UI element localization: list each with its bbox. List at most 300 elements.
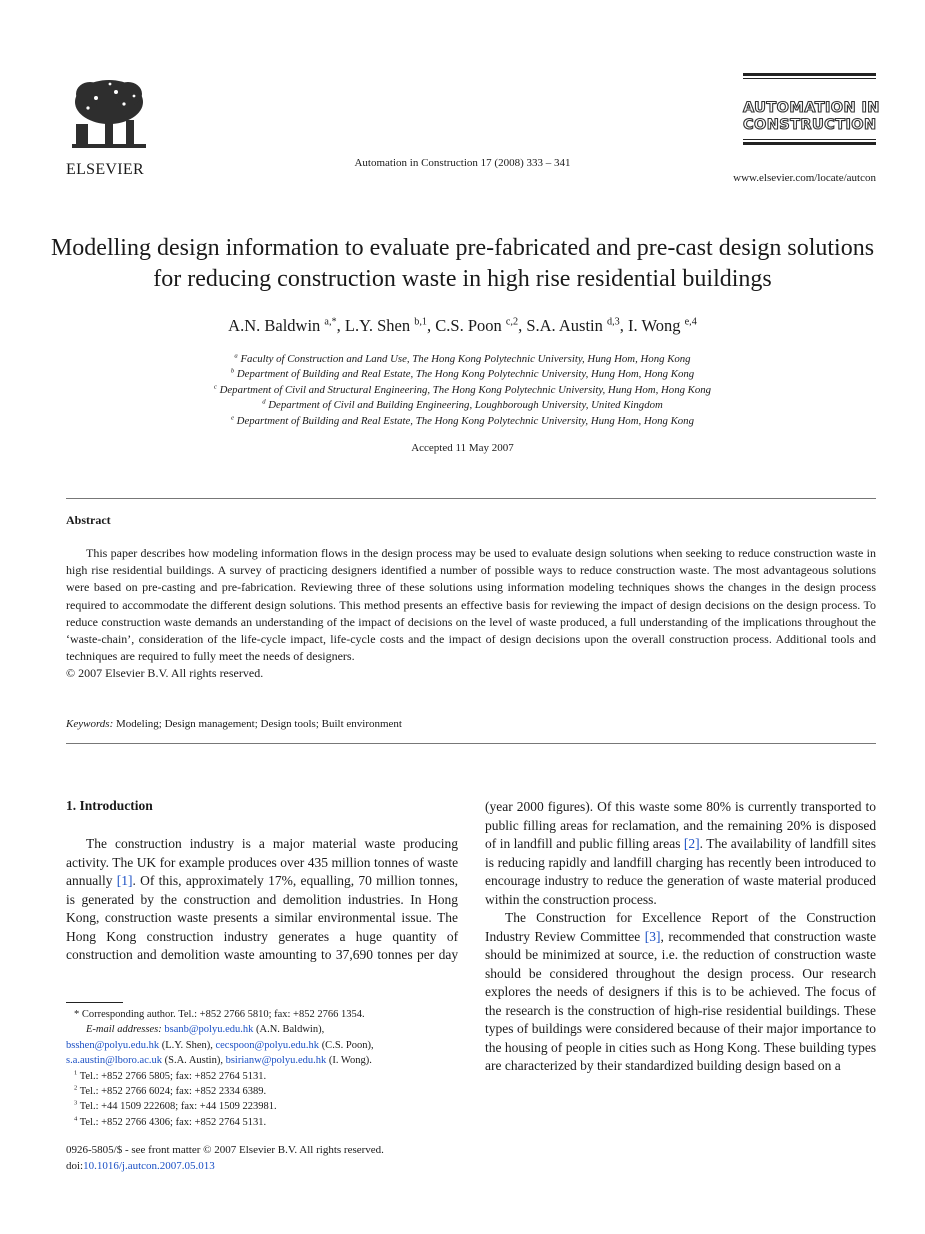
author-sup: a,* — [324, 316, 337, 328]
paper-title: Modelling design information to evaluate pre-fabricated and pre-cast design solutions for reducing construction waste in high rise residential buildings — [50, 235, 875, 292]
word — [382, 929, 392, 944]
word: the — [522, 891, 540, 907]
word: types — [847, 1039, 877, 1055]
affiliation-item — [0, 352, 925, 367]
word: Of — [140, 873, 155, 888]
word: public — [485, 817, 519, 833]
accepted-date: Accepted 11 May 2007 — [411, 442, 514, 454]
reference-link-1[interactable]: [1] — [116, 873, 133, 888]
word: by — [580, 1058, 594, 1073]
affiliation-text: Department of Building and Real Estate, The Hong Kong Polytechnic University, Hung Hom, Hong Kong — [236, 368, 695, 381]
word: characterized — [504, 1058, 577, 1073]
word: in — [499, 836, 511, 851]
word: cities — [618, 1039, 648, 1055]
footnote-mark: 1 — [74, 1069, 78, 1077]
word: waste — [223, 947, 255, 962]
word: achieved. — [748, 984, 801, 999]
word: such — [650, 1039, 676, 1055]
affiliation-item — [0, 414, 925, 429]
email-link[interactable]: bsshen@polyu.edu.hk — [66, 1039, 160, 1051]
word: people — [565, 1039, 602, 1055]
word — [748, 910, 758, 925]
word: on — [817, 1058, 832, 1073]
word — [608, 966, 616, 981]
word — [136, 929, 146, 944]
email-owner: (L.Y. Shen), — [159, 1039, 216, 1051]
word: reduction — [703, 947, 755, 962]
word: explores — [485, 984, 531, 999]
abstract-heading: Abstract — [66, 513, 111, 527]
word: throughout — [615, 965, 676, 981]
word: is — [734, 799, 744, 814]
word: considered — [549, 965, 608, 981]
word: based — [783, 1058, 815, 1073]
word: over — [280, 854, 305, 870]
word: The — [437, 910, 458, 925]
word: Kong, — [66, 910, 100, 925]
word: buildings. — [786, 1002, 840, 1018]
word: remaining — [727, 817, 783, 833]
email-owner: (A.N. Baldwin), — [253, 1024, 325, 1036]
word: of — [516, 1021, 529, 1036]
elsevier-tree-icon — [66, 74, 152, 158]
publisher-name: ELSEVIER — [66, 161, 144, 178]
footnote-item — [66, 1084, 466, 1099]
word: . — [132, 873, 136, 888]
word: minimized — [542, 947, 601, 962]
author-name[interactable]: L.Y. Shen — [344, 316, 411, 335]
footnote-mark: 4 — [74, 1115, 78, 1123]
word: because — [677, 1021, 720, 1036]
word — [675, 966, 683, 981]
footnote-corresponding: * Corresponding author. Tel.: +852 2766 5810; fax: +852 2766 1354. — [74, 1009, 365, 1020]
affiliation-item — [0, 367, 925, 382]
affiliation-mark: a — [234, 352, 238, 360]
word: construction — [114, 836, 182, 851]
word: similar — [274, 910, 313, 925]
divider-top — [66, 498, 876, 499]
word: if — [664, 984, 673, 999]
word: The — [706, 836, 728, 851]
author-name[interactable]: A.N. Baldwin — [228, 316, 321, 335]
email-owner: (C.S. Poon), — [319, 1039, 374, 1051]
affiliation-text: Department of Civil and Structural Engineering, The Hong Kong Polytechnic University, Hung Hom, Hong Kong — [219, 383, 712, 396]
affiliation-mark: d — [262, 398, 266, 406]
word: These — [763, 1039, 796, 1055]
word: producing — [403, 836, 459, 851]
word: to — [592, 873, 603, 888]
word: Excellence — [641, 910, 702, 925]
word: Of — [597, 799, 612, 814]
word: million — [376, 873, 416, 888]
word: of — [758, 910, 770, 925]
word: research — [505, 1002, 551, 1018]
word: produces — [228, 854, 277, 870]
author-name[interactable]: I. Wong — [628, 316, 681, 335]
word — [606, 910, 616, 925]
word: recommended — [668, 928, 745, 944]
word: is — [702, 984, 712, 999]
affiliation-mark: e — [231, 414, 234, 422]
word: housing — [504, 1039, 548, 1055]
word: within — [485, 891, 520, 907]
word: Review — [534, 928, 576, 944]
word: sites — [852, 836, 877, 851]
word: some — [673, 799, 703, 814]
word: waste — [177, 910, 208, 925]
word: the — [485, 1002, 502, 1018]
word: is — [66, 891, 76, 907]
word: research — [831, 965, 877, 981]
word — [796, 910, 806, 925]
word: for — [592, 817, 608, 833]
word: is — [485, 854, 495, 870]
author-sup: b,1 — [414, 316, 428, 328]
word: construction — [774, 928, 841, 944]
word: a — [263, 910, 270, 925]
word: of — [592, 984, 604, 999]
word: waste — [743, 873, 774, 888]
footnote-mark: 2 — [74, 1084, 78, 1092]
word: the — [682, 947, 699, 962]
abstract-body — [66, 545, 876, 683]
word: industries. — [347, 891, 404, 907]
affiliation-item — [0, 398, 925, 413]
footnote-text: Tel.: +852 2766 5805; fax: +852 2764 5131. — [79, 1070, 267, 1082]
affiliation-text: Department of Civil and Building Engineering, Loughborough University, United Kingdom — [268, 399, 663, 412]
word: design — [707, 965, 743, 981]
word: activity. — [66, 854, 109, 870]
word: 2000 — [516, 799, 544, 814]
word: of — [446, 928, 459, 944]
word: to — [715, 984, 727, 999]
word: should — [485, 965, 522, 981]
word: The — [804, 984, 826, 999]
word: of — [412, 854, 424, 870]
word: annually — [66, 873, 113, 888]
word: 37,690 — [335, 947, 374, 962]
doi-label: doi: — [66, 1160, 84, 1172]
word: produced — [825, 873, 877, 888]
abstract-copyright: © 2007 Elsevier B.V. All rights reserved. — [66, 666, 264, 681]
abstract-paragraph: This paper describes how modeling information flows in the design process may be used to evaluate design solutions when seeking to reduce construction waste in high rise residential buildings. A survey of practicing designers identified a number of possible ways to reduce construction waste. The most advantageous solutions were based on pre-casting and pre-fabrication. Reviewing three of these solutions using information modeling techniques shows the changes in the design process required to accommodate the different design solutions. This method presents an effective basis for reviewing the impact of design decisions on the design process. To reduce construction waste demands an understanding of the impact of decisions on the level of waste produced, a full understanding of the implications throughout the ‘waste-chain’, consideration of the life-cycle impact, life-cycle costs and the impact of design decisions upon the overall construction process. Additional tools and techniques are required to fully meet the needs of designers. — [66, 546, 876, 664]
word: industry — [544, 873, 589, 888]
word: rapidly — [548, 854, 587, 870]
word: to — [865, 1021, 877, 1036]
word: 435 — [307, 854, 328, 870]
word: for — [616, 910, 632, 925]
word: major — [766, 1021, 798, 1036]
word: currently — [748, 799, 797, 814]
word: is — [815, 817, 825, 833]
word: Hong — [428, 891, 458, 907]
footnote-text: Tel.: +852 2766 6024; fax: +852 2334 6389. — [79, 1086, 267, 1098]
word: encourage — [485, 873, 541, 888]
word: 70 — [358, 873, 372, 888]
word: charging — [655, 854, 703, 870]
word: industry — [223, 928, 268, 944]
word: Kong. — [727, 1039, 761, 1055]
word: be — [525, 947, 539, 962]
word: waste — [364, 836, 396, 851]
author-name[interactable]: S.A. Austin — [526, 316, 603, 335]
word: for — [159, 854, 176, 870]
word: reducing — [497, 854, 545, 870]
email-owner: (S.A. Austin), — [161, 1055, 226, 1067]
word: to — [865, 854, 876, 870]
word — [182, 836, 190, 851]
word: areas — [652, 836, 681, 851]
word: focus — [830, 984, 860, 999]
word: amounting — [258, 947, 317, 962]
word: design — [745, 1058, 781, 1073]
journal-brand[interactable] — [743, 73, 880, 145]
footnote-text: Corresponding author. Tel.: +852 2766 5810; fax: +852 2766 1354. — [81, 1009, 365, 1020]
body-column-left — [66, 835, 458, 965]
word: major — [272, 836, 305, 851]
word: process. — [750, 965, 795, 981]
email-link[interactable]: bsanb@polyu.edu.hk — [164, 1024, 254, 1036]
footnote-text: Tel.: +44 1509 222608; fax: +44 1509 223981. — [79, 1101, 277, 1113]
word: a — [834, 1058, 841, 1073]
word: that — [749, 928, 770, 944]
word: be — [528, 965, 542, 981]
author-sup: c,2 — [505, 316, 519, 328]
intro-paragraph-continued — [485, 909, 876, 1076]
word: to — [321, 947, 332, 962]
word: waste — [845, 947, 877, 962]
word: 80% — [706, 799, 731, 814]
word: availability — [730, 836, 792, 851]
word: process. — [612, 891, 657, 907]
word: their — [597, 1058, 622, 1073]
word: demolition — [160, 947, 220, 962]
word: reduce — [606, 873, 643, 888]
affiliation-item — [0, 383, 925, 398]
footnote-mark: 3 — [74, 1099, 78, 1107]
word: reclamation, — [612, 817, 680, 833]
word — [329, 929, 339, 944]
word: construction — [183, 891, 251, 907]
word: , — [660, 928, 664, 944]
body-column-right — [485, 798, 876, 1076]
word: of — [864, 984, 877, 999]
doi-line — [66, 1158, 384, 1174]
word: by — [140, 891, 155, 907]
footnote-emails — [66, 1022, 466, 1037]
word: waste — [427, 854, 459, 870]
word — [357, 836, 365, 851]
brand-rule-top-thin — [743, 78, 876, 79]
word: Construction — [536, 910, 606, 925]
section-heading: 1. Introduction — [66, 798, 153, 813]
footnote-text: Tel.: +852 2766 4306; fax: +852 2764 5131. — [79, 1116, 267, 1128]
email-link[interactable]: bsirianw@polyu.edu.hk — [225, 1055, 327, 1067]
footnotes — [66, 1007, 466, 1130]
word: material — [777, 873, 822, 888]
word: of — [551, 1039, 563, 1055]
footnote-emails — [66, 1053, 466, 1068]
journal-citation: Automation in Construction 17 (2008) 333 – 341 — [354, 157, 571, 169]
word: and — [137, 947, 157, 962]
word — [96, 929, 106, 944]
word: to — [865, 799, 877, 814]
word — [268, 929, 278, 944]
word: the — [683, 965, 700, 981]
word: this — [677, 984, 698, 999]
brand-rule-top — [743, 73, 876, 76]
word: equalling, — [300, 873, 355, 888]
word: of — [723, 1021, 735, 1036]
word — [265, 836, 273, 851]
word: per — [417, 947, 435, 962]
affiliation-text: Faculty of Construction and Land Use, The Hong Kong Polytechnic University, Hung Hom, Hong Kong — [240, 353, 691, 365]
brand-line1: AUTOMATION IN — [743, 100, 880, 116]
word: 20% — [786, 817, 812, 833]
word: as — [679, 1039, 691, 1055]
word: source, — [618, 947, 658, 962]
word — [251, 836, 259, 851]
affiliation-text: Department of Building and Real Estate, The Hong Kong Polytechnic University, Hung Hom, Hong Kong — [236, 414, 694, 427]
keywords — [66, 718, 402, 730]
word: the — [485, 1039, 502, 1055]
word: generated — [81, 891, 134, 907]
word: million — [331, 854, 371, 870]
word: Report — [711, 910, 749, 925]
word: public — [579, 836, 613, 851]
word: waste — [845, 928, 877, 944]
reference-link-3[interactable]: [3] — [644, 928, 661, 944]
word: . — [699, 836, 704, 851]
footnote-emails — [66, 1038, 466, 1053]
word: recently — [728, 854, 772, 870]
word: tonnes — [377, 947, 413, 962]
word: and — [683, 817, 703, 833]
word — [701, 910, 711, 925]
word: of — [794, 836, 807, 851]
word: filling — [522, 817, 556, 833]
word: buildings — [531, 1021, 582, 1036]
word — [743, 966, 751, 981]
word: These — [843, 1002, 876, 1018]
word: tonnes — [373, 854, 410, 870]
word: Our — [802, 965, 824, 981]
author-name[interactable]: C.S. Poon — [435, 316, 502, 335]
word: at — [604, 947, 615, 962]
word: areas — [560, 817, 588, 833]
footnote-item — [66, 1099, 466, 1114]
word: building — [696, 1058, 742, 1073]
word: disposed — [828, 817, 877, 833]
word: of — [758, 947, 770, 962]
author-sup: e,4 — [684, 316, 697, 328]
word: high-rise — [674, 1002, 723, 1018]
word: in — [605, 1039, 616, 1055]
word — [521, 966, 529, 981]
word: needs — [556, 984, 588, 999]
word: a — [258, 836, 265, 851]
word: 17%, — [268, 873, 297, 888]
word: their — [738, 1021, 763, 1036]
reference-link-2[interactable]: [2] — [683, 836, 700, 851]
word: the — [779, 910, 797, 925]
word: building — [799, 1039, 845, 1055]
email-owner: (I. Wong). — [326, 1055, 372, 1067]
affiliation-mark: c — [213, 383, 217, 391]
word: of — [727, 873, 740, 888]
word: the — [707, 817, 724, 833]
word: presents — [213, 910, 258, 925]
doi-link[interactable]: 10.1016/j.autcon.2007.05.013 — [83, 1160, 215, 1172]
word: The — [86, 836, 107, 851]
word: and — [590, 854, 610, 870]
front-matter — [66, 1142, 384, 1174]
word — [213, 929, 223, 944]
keywords-label: Keywords: — [66, 718, 114, 730]
intro-paragraph-continued — [485, 798, 876, 909]
word: and — [256, 891, 277, 907]
word: UK — [136, 854, 157, 870]
word: designers — [608, 984, 660, 999]
word: construction — [588, 1002, 655, 1018]
word: the — [567, 1002, 585, 1018]
word: Hong — [693, 1039, 724, 1055]
word: has — [706, 854, 725, 870]
word: huge — [355, 928, 383, 944]
word: and — [556, 836, 576, 851]
word: environmental — [317, 910, 396, 925]
author-list: A.N. Baldwin $^{a,*}$, L.Y. Shen $^{b,1}$, C.S. Poon $^{c,2}$, S.A. Austin $^{d,3}$, I. Wong $^{e,4}$ — [228, 316, 697, 335]
word — [542, 966, 550, 981]
word: (year — [485, 799, 513, 814]
word: waste — [638, 799, 670, 814]
email-link[interactable]: cecspoon@polyu.edu.hk — [215, 1039, 320, 1051]
word: the — [160, 891, 178, 907]
word: standardized — [625, 1058, 694, 1073]
brand-rule-bottom — [743, 142, 876, 145]
divider-bottom — [66, 743, 876, 744]
journal-url-link[interactable]: www.elsevier.com/locate/autcon — [733, 172, 876, 184]
word: approximately — [185, 873, 264, 888]
word — [107, 836, 115, 851]
word — [437, 929, 447, 944]
email-link[interactable]: s.a.austin@lboro.ac.uk — [66, 1055, 162, 1067]
word — [526, 910, 536, 925]
word — [632, 910, 642, 925]
word: day — [438, 947, 459, 962]
word: The — [112, 854, 134, 870]
word — [823, 966, 831, 981]
email-label: E-mail addresses: — [86, 1024, 162, 1036]
brand-rule-bottom-thin — [743, 139, 876, 140]
word: transported — [800, 799, 862, 814]
word: been — [775, 854, 801, 870]
word: In — [410, 891, 422, 907]
word: the — [535, 984, 553, 999]
word: were — [585, 1021, 612, 1036]
word: issue. — [401, 910, 432, 925]
word: demolition — [282, 891, 342, 907]
word: Kong — [106, 928, 137, 944]
word: example — [178, 854, 225, 870]
word: generation — [667, 873, 725, 888]
brand-line2: CONSTRUCTION — [743, 117, 877, 133]
word: Construction — [806, 910, 877, 925]
word: residential — [726, 1002, 783, 1018]
intro-paragraph-1 — [66, 835, 458, 965]
word: types — [485, 1021, 514, 1036]
footnote-item — [66, 1069, 466, 1084]
